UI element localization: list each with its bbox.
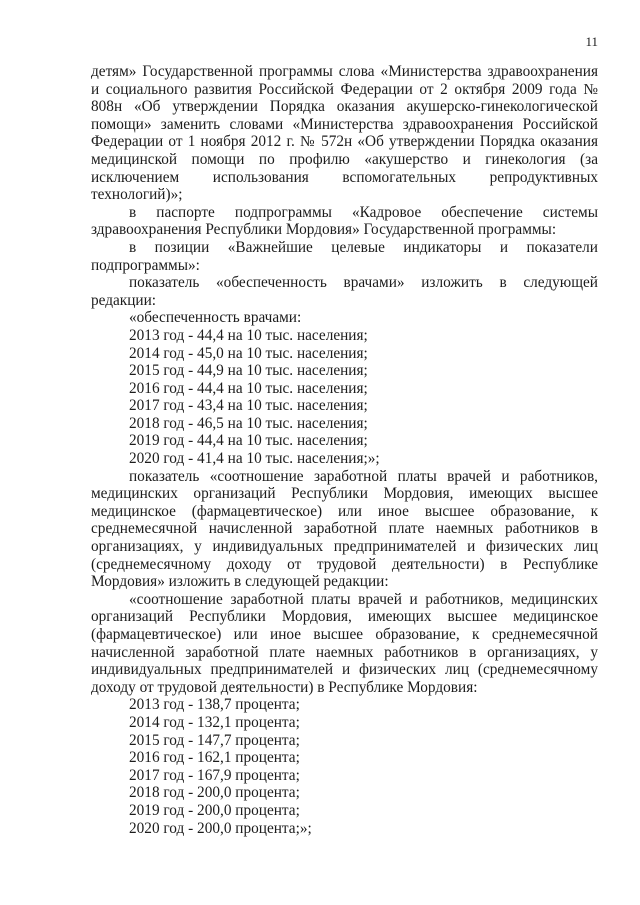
salary-indicator-new-text: «соотношение заработной платы врачей и работников, медицинских организаций Республики Мордовия, имеющих высшее медицинское (фармацевтическое) или иное высшее образование, к среднемесячной начисленной заработной плате наемных работников в организациях, у индивидуальных предпринимателей и физических лиц (среднемесячному доходу от трудовой деятельности) в Республике Мордовия: xyxy=(91,590,598,696)
salary-line: 2016 год - 162,1 процента; xyxy=(129,749,300,767)
doctors-line: 2018 год - 46,5 на 10 тыс. населения; xyxy=(129,414,368,432)
doctors-line: 2017 год - 43,4 на 10 тыс. населения; xyxy=(129,397,368,415)
salary-line: 2014 год - 132,1 процента; xyxy=(129,713,300,731)
salary-line: 2013 год - 138,7 процента; xyxy=(129,696,300,714)
doctors-line: 2019 год - 44,4 на 10 тыс. населения; xyxy=(129,432,368,450)
salary-line: 2017 год - 167,9 процента; xyxy=(129,766,300,784)
paragraph: в позиции «Важнейшие целевые индикаторы и показатели подпрограммы»: xyxy=(91,238,598,274)
doctors-line: 2014 год - 45,0 на 10 тыс. населения; xyxy=(129,344,368,362)
paragraph: в паспорте подпрограммы «Кадровое обеспечение системы здравоохранения Республики Мордовия» Государственной программы: xyxy=(91,203,598,239)
salary-line: 2020 год - 200,0 процента;»; xyxy=(129,819,312,837)
paragraph: детям» Государственной программы слова «Министерства здравоохранения и социального развития Российской Федерации от 2 октября 2009 года № 808н «Об утверждении Порядка оказания акушерско-гинекологической помощи» заменить словами «Министерства здравоохранения Российской Федерации от 1 ноября 2012 г. № 572н «Об утверждении Порядка оказания медицинской помощи по профилю «акушерство и гинекология (за исключением использования вспомогательных репродуктивных технологий)»; xyxy=(91,63,598,204)
doctors-line: 2013 год - 44,4 на 10 тыс. населения; xyxy=(129,326,368,344)
doctors-line: 2016 год - 44,4 на 10 тыс. населения; xyxy=(129,379,368,397)
page-number: 11 xyxy=(585,34,598,49)
salary-line: 2015 год - 147,7 процента; xyxy=(129,731,300,749)
doctors-line: 2020 год - 41,4 на 10 тыс. населения;»; xyxy=(129,450,380,468)
paragraph: показатель «обеспеченность врачами» изложить в следующей редакции: xyxy=(91,274,598,309)
salary-line: 2019 год - 200,0 процента; xyxy=(129,801,300,819)
doctors-line: 2015 год - 44,9 на 10 тыс. населения; xyxy=(129,362,368,380)
salary-line: 2018 год - 200,0 процента; xyxy=(129,784,300,802)
salary-indicator-paragraph: показатель «соотношение заработной платы врачей и работников, медицинских организаций Республики Мордовия, имеющих высшее медицинское (фармацевтическое) или иное высшее образование, к среднемесячной начисленной заработной плате наемных работников в организациях, у индивидуальных предпринимателей и физических лиц (среднемесячному доходу от трудовой деятельности) в Республике Мордовия» изложить в следующей редакции: xyxy=(91,467,598,591)
document-body xyxy=(91,63,598,837)
doctors-heading: «обеспеченность врачами: xyxy=(129,309,302,327)
